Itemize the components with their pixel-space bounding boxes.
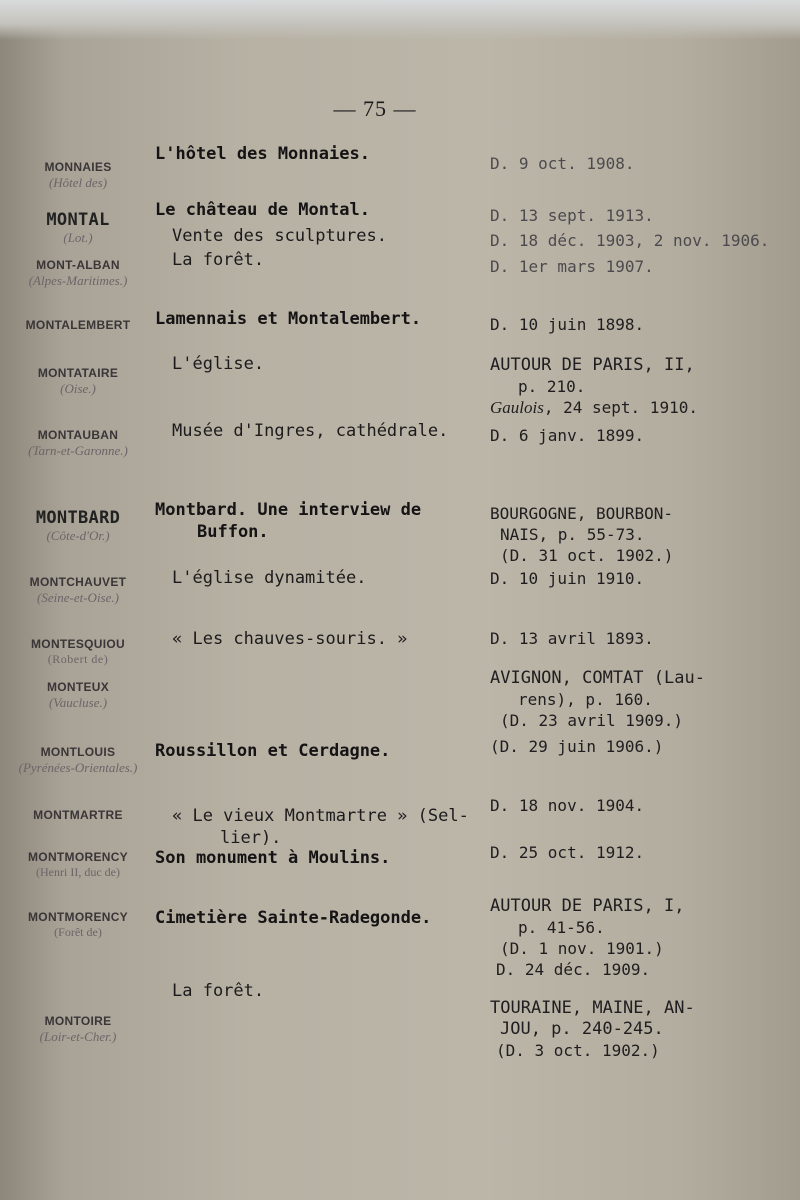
entry-title-montauban: Musée d'Ingres, cathédrale. [172, 421, 449, 441]
margin-place-montalembert [18, 318, 138, 333]
place-name: MONTALEMBERT [25, 318, 131, 332]
entry-ref-monnaies: D. 9 oct. 1908. [490, 154, 635, 173]
place-name: MONTBARD [35, 508, 121, 528]
entry-title-mont-alban: La forêt. [172, 250, 265, 270]
entry-title-montbard [155, 499, 465, 543]
ref-line: AVIGNON, COMTAT (Lau- [490, 668, 705, 688]
ref-line: rens), p. 160. [518, 690, 653, 709]
entry-title-montmorency-foret: Cimetière Sainte-Radegonde. [155, 908, 432, 928]
title-line: Buffon. [197, 522, 269, 542]
entry-ref-montoire [490, 998, 790, 1061]
entry-ref-montesquiou: D. 13 avril 1893. [490, 629, 654, 648]
entry-title-montalembert: Lamennais et Montalembert. [155, 309, 422, 329]
entry-ref-montauban: D. 6 janv. 1899. [490, 426, 645, 445]
margin-place-mont-alban [18, 258, 138, 288]
place-name: MONNAIES [44, 160, 112, 174]
page-top-edge [0, 0, 800, 40]
entry-title-montal: Le château de Montal. [155, 200, 370, 220]
margin-place-montmorency-henri [18, 850, 138, 880]
place-name: MONTMORENCY [28, 850, 128, 864]
place-name: MONTAL [46, 210, 110, 230]
margin-place-montmartre [18, 808, 138, 823]
title-line: « Le vieux Montmartre » (Sel- [172, 806, 469, 826]
entry-ref-montmartre: D. 18 nov. 1904. [490, 796, 645, 815]
margin-place-montal [18, 210, 138, 245]
place-qualifier: (Forêt de) [54, 925, 102, 939]
ref-line: BOURGOGNE, BOURBON- [490, 504, 674, 523]
ref-line: TOURAINE, MAINE, AN- [490, 998, 695, 1018]
ref-line: NAIS, p. 55-73. [500, 525, 645, 544]
margin-place-monnaies [18, 160, 138, 190]
place-qualifier: (Vaucluse.) [48, 695, 108, 710]
ref-line: JOU, p. 240-245. [500, 1019, 664, 1039]
ref-line: (D. 23 avril 1909.) [500, 711, 684, 730]
entry-title-foret: La forêt. [172, 981, 265, 1001]
place-qualifier: (Tarn-et-Garonne.) [28, 443, 128, 458]
entry-title-sculptures: Vente des sculptures. [172, 226, 387, 246]
ref-line: (D. 1 nov. 1901.) [500, 939, 664, 958]
place-name: MONTEUX [46, 680, 110, 694]
place-qualifier: (Loir-et-Cher.) [39, 1029, 117, 1044]
place-qualifier: (Oise.) [60, 381, 96, 396]
ref-line: p. 210. [518, 377, 586, 396]
entry-title-montmorency-henri: Son monument à Moulins. [155, 848, 391, 868]
place-qualifier: (Lot.) [63, 230, 93, 245]
ref-journal: Gaulois [490, 398, 544, 417]
margin-place-montataire [18, 366, 138, 396]
margin-place-monteux [18, 680, 138, 710]
entry-ref-montmorency-foret [490, 896, 790, 980]
place-name: MONTAUBAN [37, 428, 119, 442]
margin-place-montesquiou [18, 637, 138, 667]
entry-ref-montalembert: D. 10 juin 1898. [490, 315, 645, 334]
entry-ref-montchauvet: D. 10 juin 1910. [490, 569, 645, 588]
ref-line: (D. 3 oct. 1902.) [496, 1041, 660, 1060]
place-qualifier: (Henri II, duc de) [36, 865, 120, 879]
place-name: MONTATAIRE [37, 366, 119, 380]
ref-line: p. 41-56. [518, 918, 605, 937]
place-name: MONT-ALBAN [36, 258, 120, 272]
entry-title-montesquiou: « Les chauves-souris. » [172, 629, 408, 649]
margin-place-montchauvet [18, 575, 138, 605]
place-qualifier: (Hôtel des) [48, 175, 108, 190]
entry-title-montataire: L'église. [172, 354, 265, 374]
entry-ref-mont-alban: D. 1er mars 1907. [490, 257, 654, 276]
entry-title-montmartre [172, 805, 482, 849]
entry-title-monnaies: L'hôtel des Monnaies. [155, 144, 370, 164]
place-name: MONTLOUIS [40, 745, 116, 759]
place-qualifier: (Alpes-Maritimes.) [28, 273, 128, 288]
margin-place-montbard [18, 508, 138, 543]
ref-date: , 24 sept. 1910. [543, 398, 698, 417]
place-qualifier: (Pyrénées-Orientales.) [18, 760, 138, 775]
place-name: MONTESQUIOU [31, 637, 125, 651]
page-number: — 75 — [333, 96, 417, 121]
margin-place-montauban [18, 428, 138, 458]
entry-title-montlouis: Roussillon et Cerdagne. [155, 741, 391, 761]
ref-line: (D. 31 oct. 1902.) [500, 546, 674, 565]
entry-ref-monteux [490, 668, 790, 731]
place-name: MONTMORENCY [28, 910, 128, 924]
place-qualifier: (Seine-et-Oise.) [37, 590, 119, 605]
entry-ref-montmorency-henri: D. 25 oct. 1912. [490, 843, 645, 862]
entry-ref-montbard [490, 503, 790, 566]
entry-ref-montlouis: (D. 29 juin 1906.) [490, 737, 664, 756]
ref-line: D. 24 déc. 1909. [496, 960, 651, 979]
ref-line [490, 397, 790, 418]
place-name: MONTCHAUVET [29, 575, 127, 589]
place-name: MONTOIRE [44, 1014, 112, 1028]
margin-place-montoire [18, 1014, 138, 1044]
title-line: lier). [220, 828, 282, 848]
ref-line: AUTOUR DE PARIS, II, [490, 355, 695, 375]
entry-ref-sculptures: D. 18 déc. 1903, 2 nov. 1906. [490, 231, 770, 250]
entry-ref-montataire [490, 355, 790, 418]
title-line: Montbard. Une interview de [155, 500, 422, 520]
ref-line: AUTOUR DE PARIS, I, [490, 896, 685, 916]
margin-place-montmorency-foret [18, 910, 138, 940]
entry-ref-montal: D. 13 sept. 1913. [490, 206, 654, 225]
place-qualifier: (Robert de) [47, 652, 109, 666]
margin-place-montlouis [18, 745, 138, 775]
entry-title-montchauvet: L'église dynamitée. [172, 568, 367, 588]
place-name: MONTMARTRE [33, 808, 123, 822]
place-qualifier: (Côte-d'Or.) [46, 528, 110, 543]
